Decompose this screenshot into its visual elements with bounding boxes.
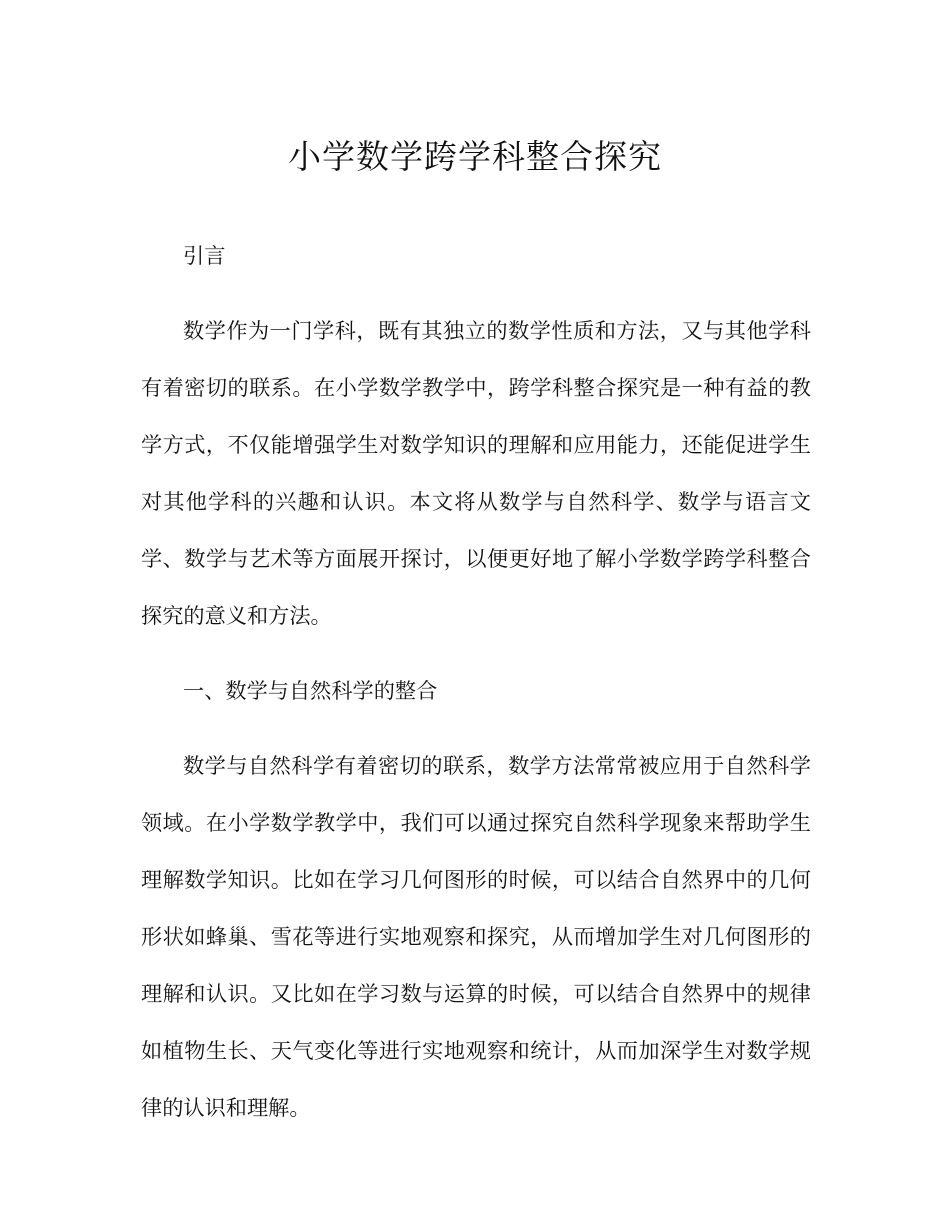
section-paragraph-introduction: 数学作为一门学科，既有其独立的数学性质和方法，又与其他学科有着密切的联系。在小学数学教学中，跨学科整合探究是一种有益的教学方式，不仅能增强学生对数学知识的理解和应用能力，还能促进学生对其他学科的兴趣和认识。本文将从数学与自然科学、数学与语言文学、数学与艺术等方面展开探讨，以便更好地了解小学数学跨学科整合探究的意义和方法。 xyxy=(141,318,811,628)
section-paragraph-natural-science: 数学与自然科学有着密切的联系，数学方法常常被应用于自然科学领域。在小学数学教学中，我们可以通过探究自然科学现象来帮助学生理解数学知识。比如在学习几何图形的时候，可以结合自然界中的几何形状如蜂巢、雪花等进行实地观察和探究，从而增加学生对几何图形的理解和认识。又比如在学习数与运算的时候，可以结合自然界中的规律如植物生长、天气变化等进行实地观察和统计，从而加深学生对数学规律的认识和理解。 xyxy=(141,753,811,1120)
section-heading-natural-science: 一、数学与自然科学的整合 xyxy=(183,678,438,703)
document-title: 小学数学跨学科整合探究 xyxy=(288,137,662,176)
section-heading-introduction: 引言 xyxy=(183,243,226,268)
document-body xyxy=(141,227,811,1154)
